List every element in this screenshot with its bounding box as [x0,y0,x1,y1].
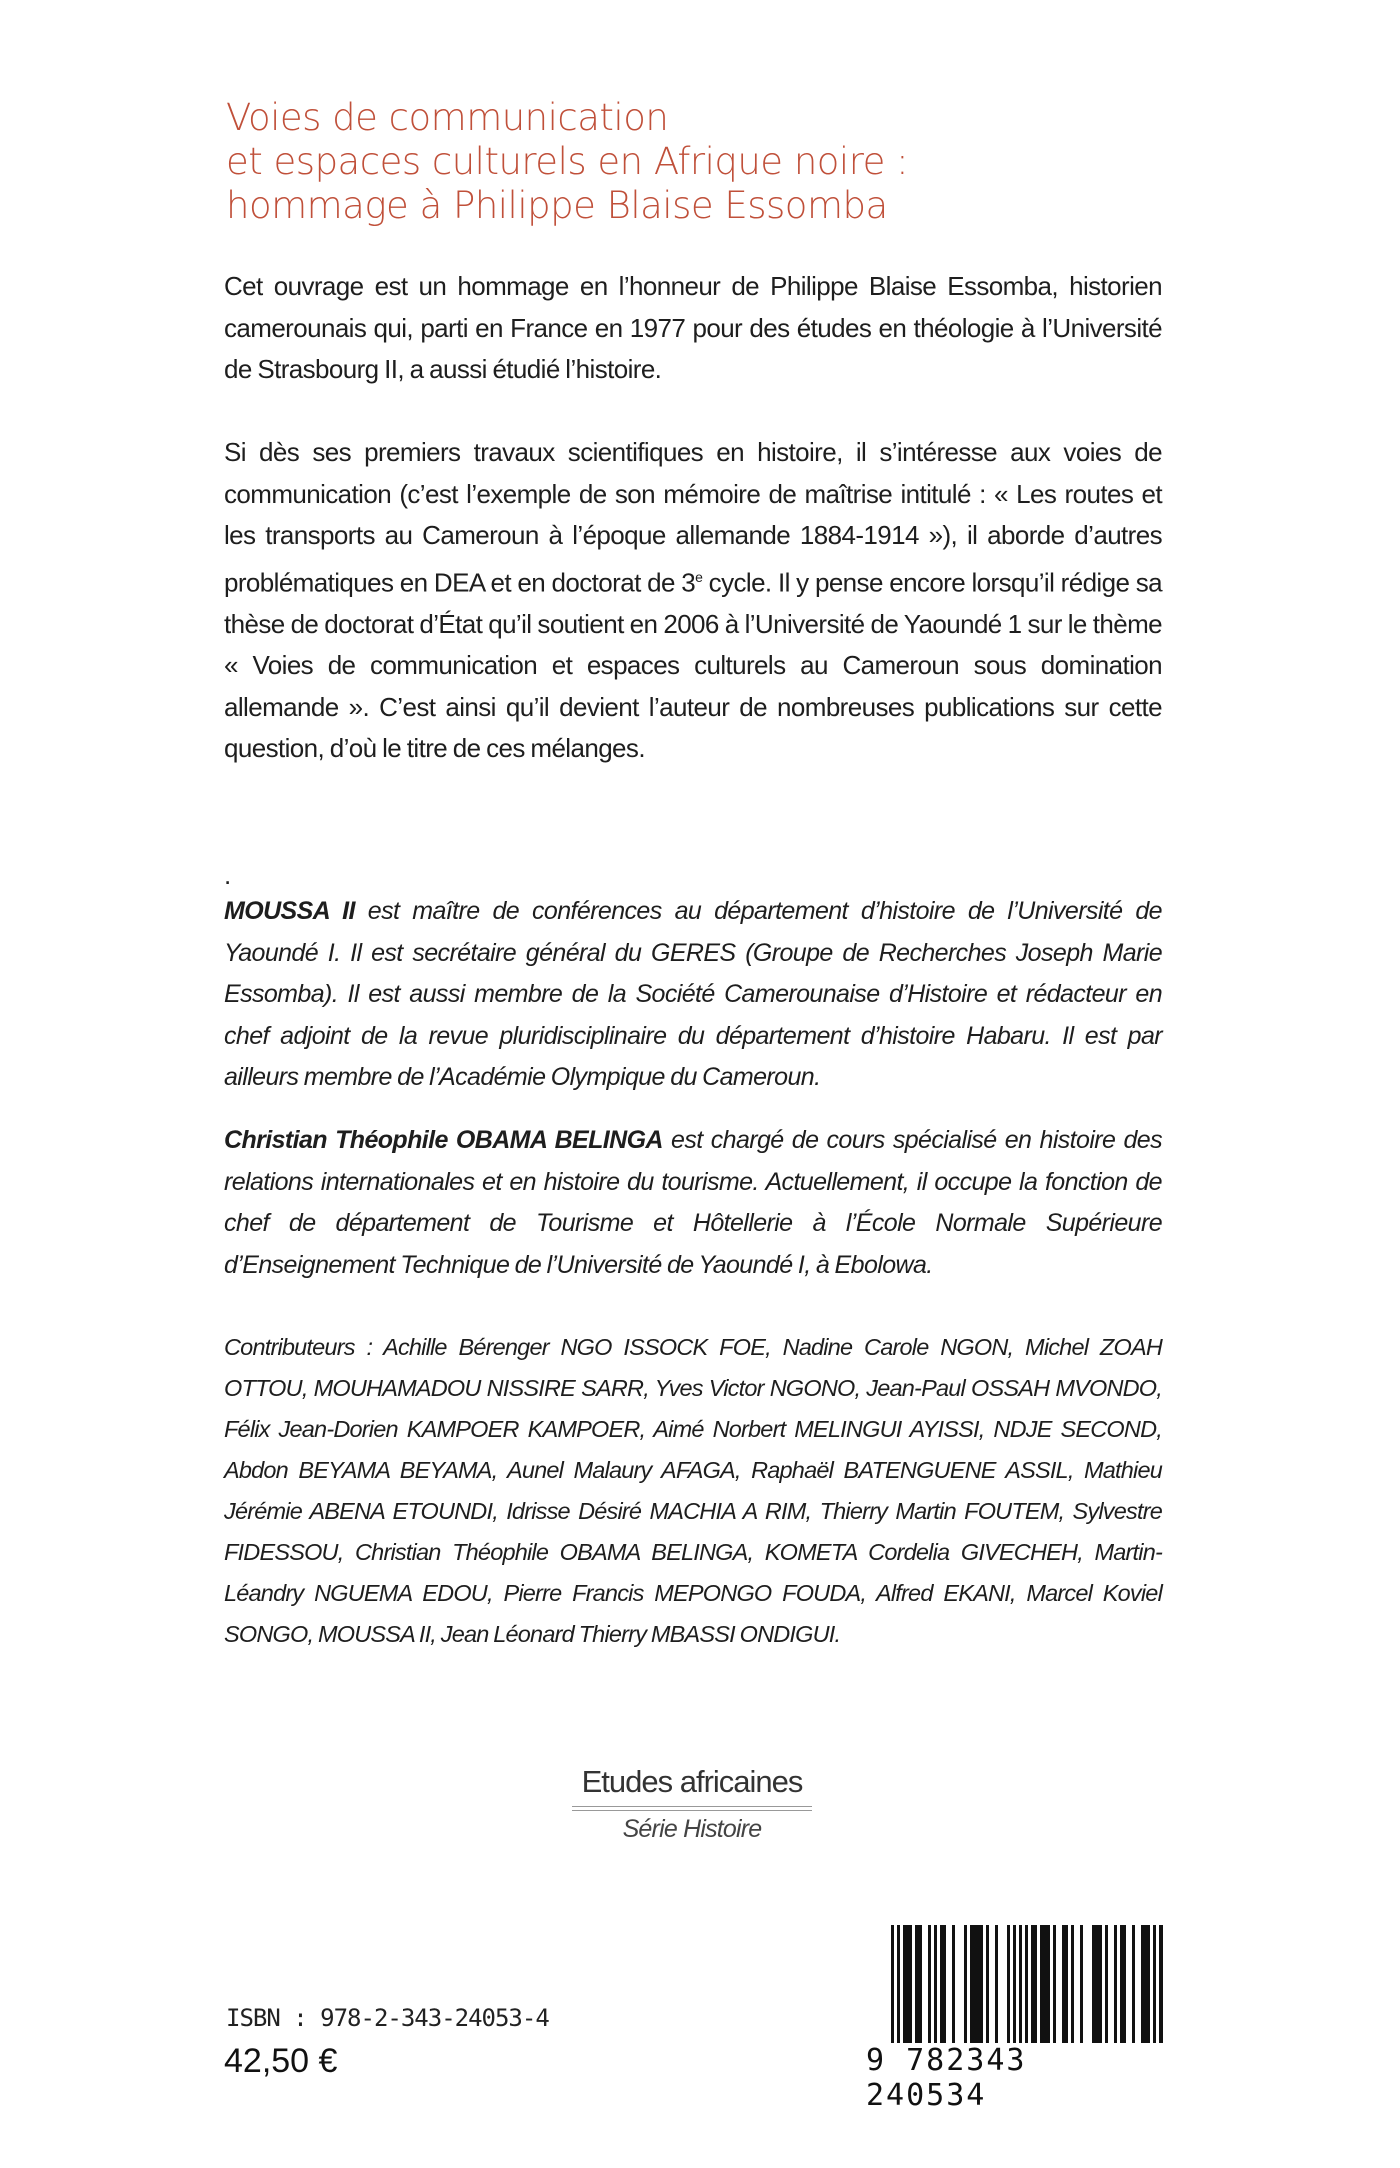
author-name: Christian Théophile OBAMA BELINGA [224,1126,663,1154]
barcode-bar [1141,1925,1150,2047]
barcode-bar [1040,1925,1049,2047]
author-bio: est maître de conférences au département d’histoire de l’Université de Yaoundé I. Il est secrétaire général du GERES (Groupe de Recherches Joseph Marie Essomba). Il est aussi membre de la Société Camerounaise d’Histoire et rédacteur en chef adjoint de la revue pluridisciplinaire du département d’histoire Habaru. Il est par ailleurs membre de l’Académie Olympique du Cameroun. [224,897,1162,1091]
author-bio-obama [224,1120,1162,1286]
summary-text: Si dès ses premiers travaux scientifiques en histoire, il s’intéresse aux voies de communication (c’est l’exemple de son mémoire de maîtrise intitulé : « Les routes et les transports au Cameroun à l’époque allemande 1884-1914 »), il aborde d’autres problématiques en DEA et en doctorat de 3 [224,437,1162,598]
superscript: e [695,568,703,585]
barcode-bar [955,1925,964,2047]
book-title [226,96,908,228]
barcode [866,1925,1166,2113]
author-name: MOUSSA II [224,897,355,925]
author-bio-moussa [224,891,1162,1099]
title-line: et espaces culturels en Afrique noire : [226,140,909,183]
barcode-digits: 9 782343 240534 [866,2043,1166,2113]
barcode-bar [970,1925,982,2047]
barcode-bar [998,1925,1007,2047]
contributors-list: Contributeurs : Achille Bérenger NGO ISSOCK FOE, Nadine Carole NGON, Michel ZOAH OTTOU, MOUHAMADOU NISSIRE SARR, Yves Victor NGONO, Jean-Paul OSSAH MVONDO, Félix Jean-Dorien KAMPOER KAMPOER, Aimé Norbert MELINGUI AYISSI, NDJE SECOND, Abdon BEYAMA BEYAMA, Aunel Malaury AFAGA, Raphaël BATENGUENE ASSIL, Mathieu Jérémie ABENA ETOUNDI, Idrisse Désiré MACHIA A RIM, Thierry Martin FOUTEM, Sylvestre FIDESSOU, Christian Théophile OBAMA BELINGA, KOMETA Cordelia GIVECHEH, Martin-Léandry NGUEMA EDOU, Pierre Francis MEPONGO FOUDA, Alfred EKANI, Marcel Koviel SONGO, MOUSSA II, Jean Léonard Thierry MBASSI ONDIGUI. [224,1334,1162,1647]
barcode-bar [1163,1925,1166,2060]
summary-paragraph-2 [224,432,1162,770]
separator-dot: . [224,860,231,890]
barcode-bar [1083,1925,1092,2047]
isbn: ISBN : 978-2-343-24053-4 [226,2004,549,2032]
summary-paragraph-1: Cet ouvrage est un hommage en l’honneur de Philippe Blaise Essomba, historien camerounais qui, parti en France en 1977 pour des études en théologie à l’Université de Strasbourg II, a aussi étudié l’histoire. [224,271,1162,384]
series-name: Etudes africaines [581,1764,803,1799]
series-divider [572,1806,812,1811]
barcode-bar [903,1925,912,2047]
author-bio: est chargé de cours spécialisé en histoire des relations internationales et en histoire du tourisme. Actuellement, il occupe la fonction de chef de département de Tourisme et Hôtellerie à l’École Normale Supérieure d’Enseignement Technique de l’Université de Yaoundé I, à Ebolowa. [224,1126,1162,1279]
title-line: Voies de communication [226,96,669,139]
price: 42,50 € [224,2042,338,2080]
barcode-bar [1092,1925,1101,2047]
summary-text: cycle. Il y pense encore lorsqu’il rédige sa thèse de doctorat d’État qu’il soutient en 2006 à l’Université de Yaoundé 1 sur le thème « Voies de communication et espaces culturels au Cameroun sous domination allemande ». C’est ainsi qu’il devient l’auteur de nombreuses publications sur cette question, d’où le titre de ces mélanges. [224,567,1162,764]
title-line: hommage à Philippe Blaise Essomba [226,184,888,227]
series-subtitle: Série Histoire [622,1815,762,1843]
barcode-bars [891,1925,1166,2047]
series-logo [572,1764,812,1844]
